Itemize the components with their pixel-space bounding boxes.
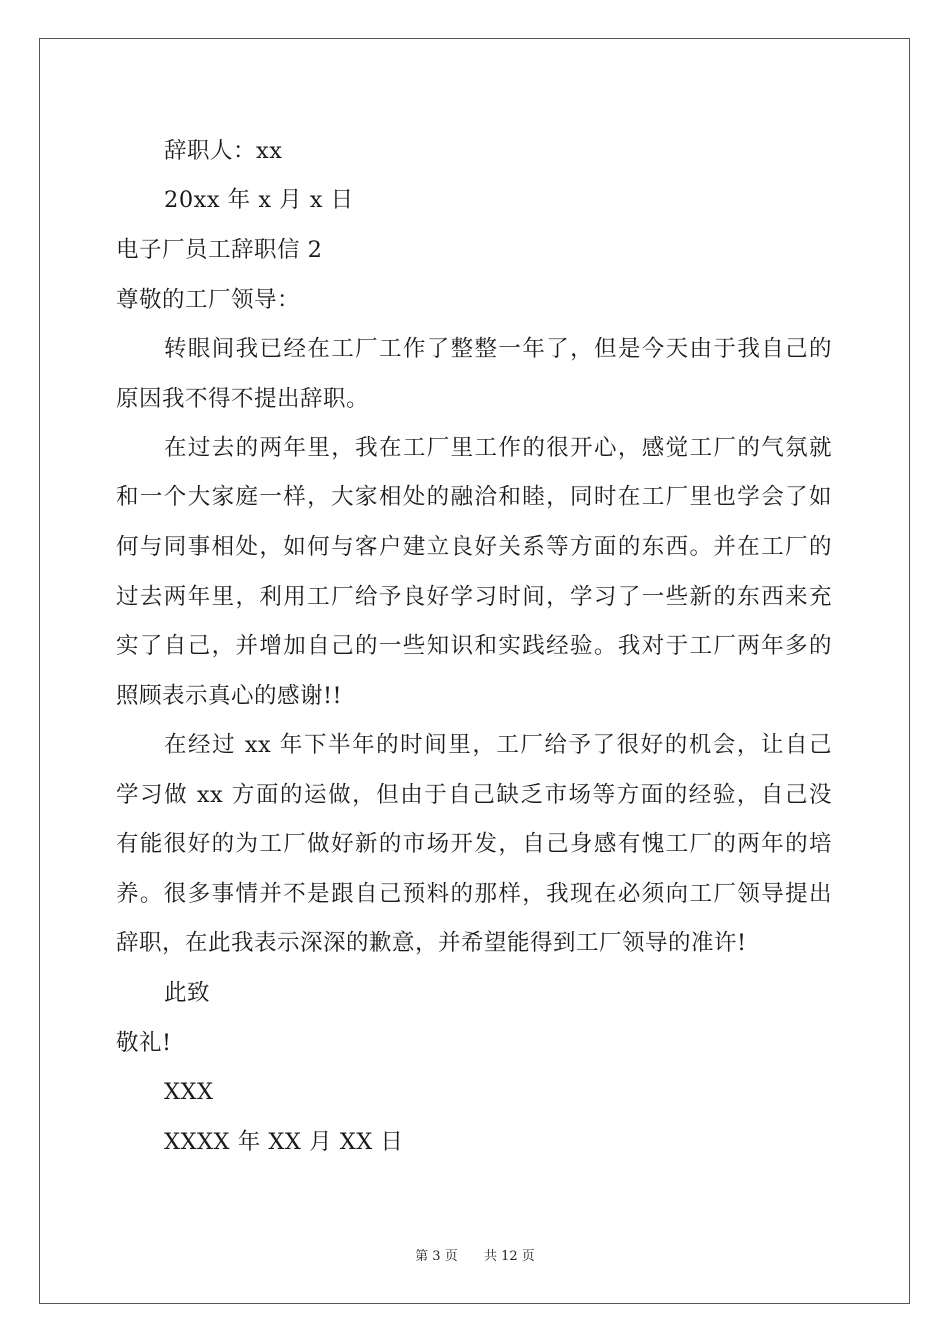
paragraph1-line2: 原因我不得不提出辞职。 xyxy=(116,386,370,412)
page-total: 共 12 页 xyxy=(484,1249,535,1264)
paragraph3-line1: 在经过 xx 年下半年的时间里，工厂给予了很好的机会，让自己 xyxy=(164,732,832,758)
paragraph2-line4: 过去两年里，利用工厂给予良好学习时间，学习了一些新的东西来充 xyxy=(116,584,832,610)
paragraph2-line2: 和一个大家庭一样，大家相处的融洽和睦，同时在工厂里也学会了如 xyxy=(116,484,832,510)
paragraph3-line4: 养。很多事情并不是跟自己预料的那样，我现在必须向工厂领导提出 xyxy=(116,881,832,907)
paragraph3-line2: 学习做 xx 方面的运做，但由于自己缺乏市场等方面的经验，自己没 xyxy=(116,782,832,808)
sign-date: XXXX 年 XX 月 XX 日 xyxy=(164,1129,404,1155)
page-border xyxy=(39,38,910,1304)
paragraph2-line1: 在过去的两年里，我在工厂里工作的很开心，感觉工厂的气氛就 xyxy=(164,435,832,461)
paragraph2-line3: 何与同事相处，如何与客户建立良好关系等方面的东西。并在工厂的 xyxy=(116,534,832,560)
paragraph3-line3: 有能很好的为工厂做好新的市场开发，自己身感有愧工厂的两年的培 xyxy=(116,831,832,857)
paragraph1-line1: 转眼间我已经在工厂工作了整整一年了，但是今天由于我自己的 xyxy=(164,336,832,362)
salutation: 尊敬的工厂领导： xyxy=(116,287,301,313)
paragraph3-line5: 辞职，在此我表示深深的歉意，并希望能得到工厂领导的准许! xyxy=(116,930,747,956)
page-number: 第 3 页 xyxy=(415,1249,458,1264)
resigner-line: 辞职人：xx xyxy=(164,138,283,164)
resign-date-line: 20xx 年 x 月 x 日 xyxy=(164,187,354,213)
sign-name: XXX xyxy=(164,1079,214,1105)
closing-cizhi: 此致 xyxy=(164,980,211,1006)
closing-jingli: 敬礼! xyxy=(116,1030,172,1056)
paragraph2-line5: 实了自己，并增加自己的一些知识和实践经验。我对于工厂两年多的 xyxy=(116,633,832,659)
page-footer xyxy=(0,1249,950,1265)
paragraph2-line6: 照顾表示真心的感谢!! xyxy=(116,683,343,709)
letter-title: 电子厂员工辞职信 2 xyxy=(116,237,323,263)
